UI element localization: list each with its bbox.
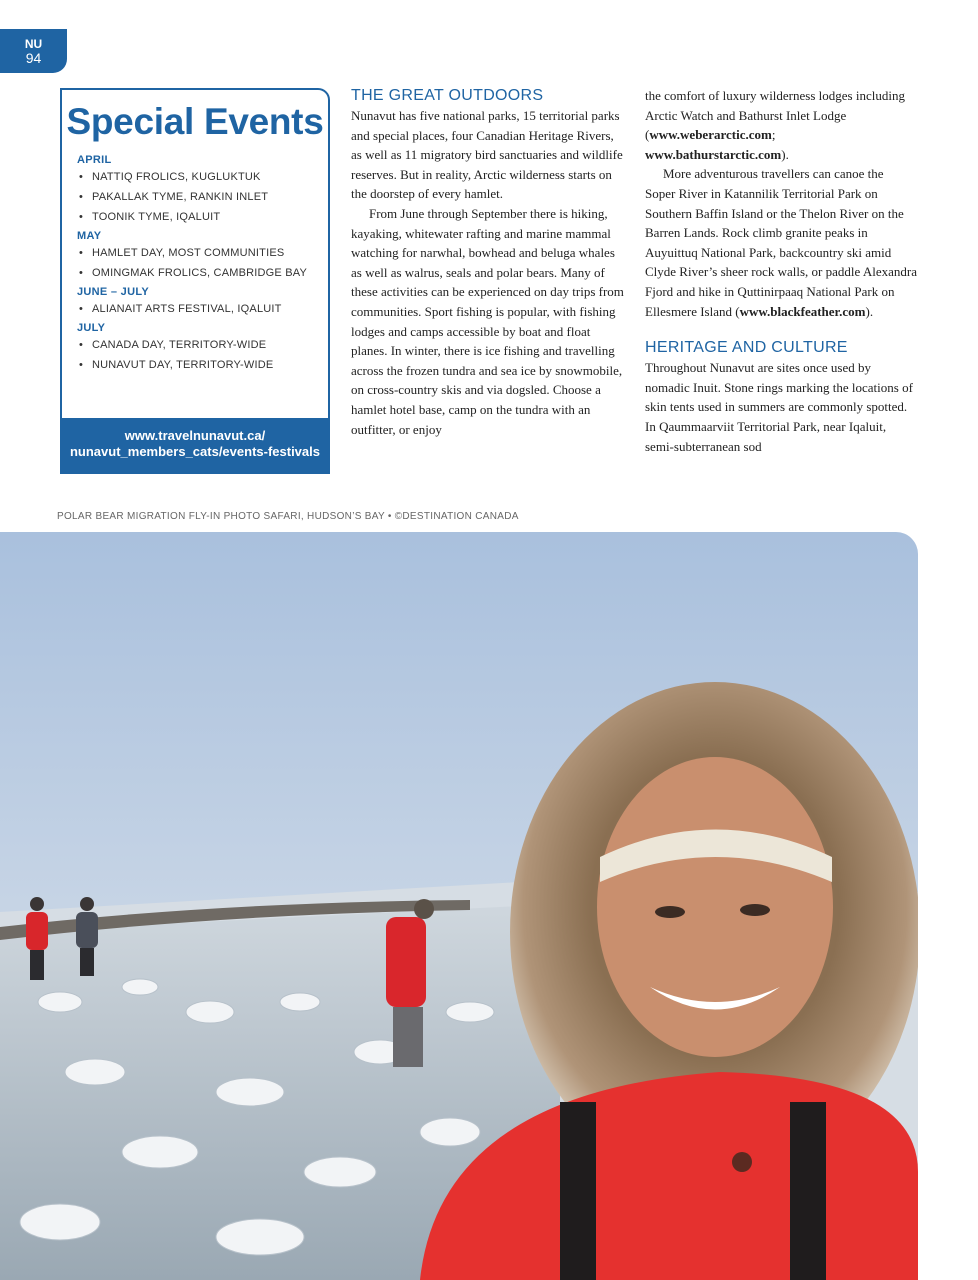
photo-caption: POLAR BEAR MIGRATION FLY-IN PHOTO SAFARI, HUDSON’S BAY • ©DESTINATION CANADA [57, 511, 519, 522]
page-number-tab [0, 29, 67, 73]
event-item: • NUNAVUT DAY, TERRITORY-WIDE [79, 359, 274, 371]
blackfeather-link[interactable]: www.blackfeather.com [739, 303, 866, 319]
events-link-line-2: nunavut_members_cats/events-festivals [69, 444, 320, 459]
hero-photo [0, 532, 918, 1280]
event-item: • CANADA DAY, TERRITORY-WIDE [79, 339, 267, 351]
adventurous-paragraph: More adventurous travellers can canoe the Soper River in Katannilik Territorial Park on Southern Baffin Island or the Thelon River on the Barren Lands. Rock climb granite peaks in Auyuittuq National Park, backcountry ski amid Clyde River’s sheer rock walls, or paddle Alexandra Fjord and hike in Quttinirpaaq National Park on Ellesmere Island (www.blackfeather.com). [645, 166, 917, 319]
great-outdoors-heading: THE GREAT OUTDOORS [351, 87, 544, 104]
month-heading: JULY [77, 322, 106, 334]
page-number: 94 [25, 50, 42, 66]
month-heading: JUNE – JULY [77, 286, 149, 298]
great-outdoors-paragraph-1: Nunavut has five national parks, 15 territorial parks and special places, four Canadian Heritage Rivers, as well as 11 migratory bird sanctuaries and wildlife reserves. But in reality, Arctic wilderness starts on the doorstep of every hamlet. [351, 108, 623, 202]
events-link[interactable] [62, 418, 328, 472]
province-code: NU [24, 37, 43, 51]
special-events-box [60, 88, 330, 474]
event-item: • ALIANAIT ARTS FESTIVAL, IQALUIT [79, 303, 282, 315]
column-three [645, 86, 917, 456]
event-item: • OMINGMAK FROLICS, CAMBRIDGE BAY [79, 267, 308, 279]
weberarctic-link[interactable]: www.weberarctic.com [649, 127, 772, 143]
month-heading: MAY [77, 230, 102, 242]
column-great-outdoors [351, 86, 626, 439]
event-item: • HAMLET DAY, MOST COMMUNITIES [79, 247, 285, 259]
event-item: • TOONIK TYME, IQALUIT [79, 211, 221, 223]
event-item: • NATTIQ FROLICS, KUGLUKTUK [79, 171, 261, 183]
lodges-paragraph: the comfort of luxury wilderness lodges including Arctic Watch and Bathurst Inlet Lodge (www.weberarctic.com; www.bathurstarctic.com). [645, 88, 905, 162]
month-heading: APRIL [77, 154, 112, 166]
event-item: • PAKALLAK TYME, RANKIN INLET [79, 191, 269, 203]
events-list [62, 144, 328, 372]
events-link-line-1: www.travelnunavut.ca/ [124, 428, 266, 443]
special-events-title: Special Events [66, 101, 324, 142]
great-outdoors-paragraph-2: From June through September there is hiking, kayaking, whitewater rafting and marine mammal watching for narwhal, bowhead and beluga whales as well as walrus, seals and polar bears. Many of these activities can be experienced on day trips from communities. Sport fishing is popular, with fishing lodges and camps accessible by boat and float planes. In winter, there is ice fishing and travelling across the frozen tundra and sea ice by snowmobile, on cross-country skis and via dogsled. Choose a hamlet hotel base, camp on the tundra with an outfitter, or enjoy [351, 205, 624, 437]
heritage-heading: HERITAGE AND CULTURE [645, 339, 848, 357]
heritage-paragraph: Throughout Nunavut are sites once used by nomadic Inuit. Stone rings marking the locations of skin tents used in summers are commonly spotted. In Qaummaarviit Territorial Park, near Iqaluit, semi-subterranean sod [645, 360, 913, 454]
bathurstarctic-link[interactable]: www.bathurstarctic.com [645, 146, 782, 162]
